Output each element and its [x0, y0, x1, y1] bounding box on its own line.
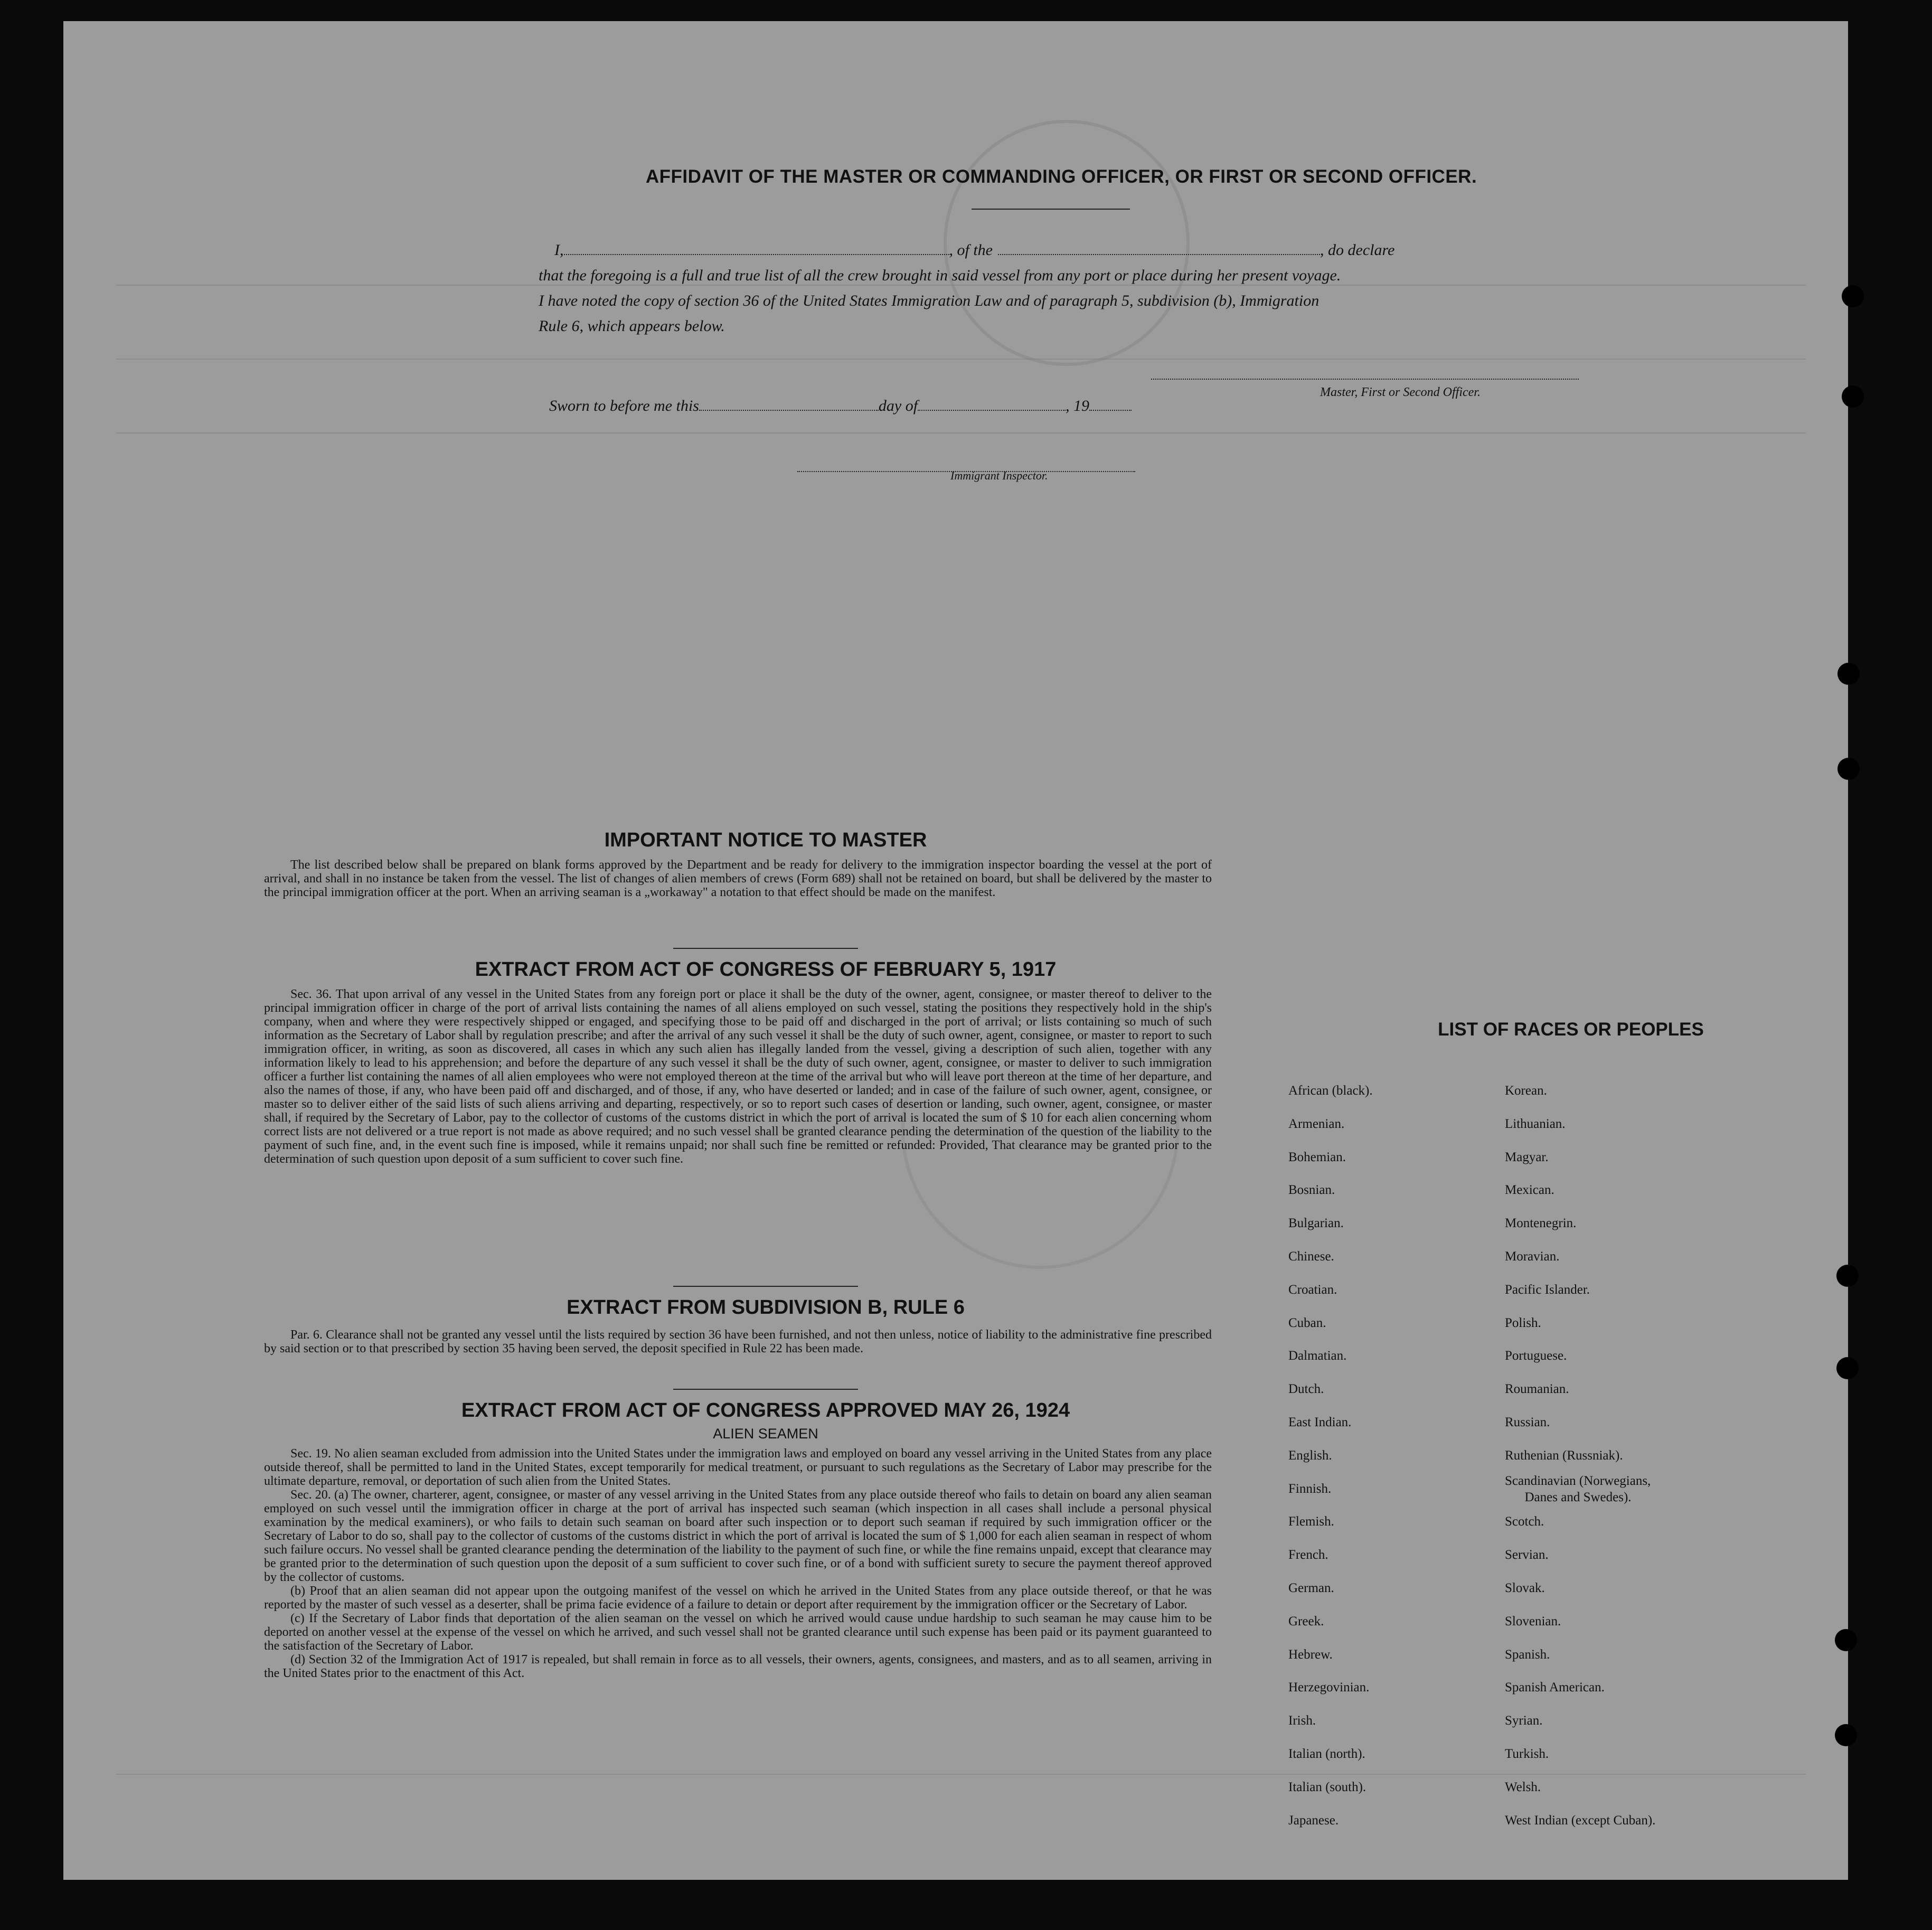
- sworn-label: Sworn to before me this: [549, 397, 699, 415]
- extract-1917-title: EXTRACT FROM ACT OF CONGRESS OF FEBRUARY 5, 1917: [475, 958, 1057, 981]
- race-item-right: Portuguese.: [1505, 1349, 1567, 1363]
- race-item-left: Dalmatian.: [1288, 1349, 1347, 1363]
- divider: [972, 209, 1130, 210]
- race-item-left: Bulgarian.: [1288, 1216, 1344, 1231]
- extract-1917-text: Sec. 36. That upon arrival of any vessel in the United States from any foreign port or place it shall be the duty of the owner, agent, consignee, or master thereof to deliver to the principal immigration officer in charge of the port of arrival lists containing the names of all aliens employed on such vessel, stating the positions they respectively hold in the ship's company, when and where they were respectively shipped or engaged, and specifying those to be paid off and discharged in the port of arrival; or lists containing so much of such information as the Secretary of Labor shall by regulation prescribe; and after the arrival of any such vessel it shall be the duty of such owner, agent, consignee, or master to report to such immigration officer, in writing, as soon as discovered, all cases in which any such alien has illegally landed from the vessel, giving a description of such alien, together with any information likely to lead to his apprehension; and before the departure of any such vessel it shall be the duty of such owner, agent, consignee, or master to deliver to such immigration officer a further list containing the names of all alien employees who were not employed thereon at the time of the arrival but who will leave port thereon at the time of her departure, and also the names of those, if any, who have been paid off and discharged, and of those, if any, who have deserted or landed; and in case of the failure of such owner, agent, consignee, or master so to deliver either of the said lists of such aliens arriving and departing, respectively, or so to report such cases of desertion or landing, such owner, agent, consignee, or master shall, if required by the Secretary of Labor, pay to the collector of customs of the customs district in which the port of arrival is located the sum of $ 10 for each alien concerning whom correct lists are not delivered or a true report is not made as above required; and no such vessel shall be granted clearance pending the determination of the question of the liability to the payment of such fine, and, in the event such fine is imposed, while it remains unpaid; nor shall such fine be remitted or refunded: Provided, That clearance may be granted prior to the determination of such question upon deposit of a sum sufficient to cover such fine.: [264, 987, 1212, 1166]
- race-item-left: Irish.: [1288, 1714, 1316, 1728]
- sworn-month-blank[interactable]: [918, 398, 1066, 411]
- race-item-right: Servian.: [1505, 1548, 1549, 1562]
- race-item-left: Flemish.: [1288, 1514, 1334, 1529]
- extract-1924-text: Sec. 19. No alien seaman excluded from admission into the United States under the immigration laws and employed on board any vessel arriving in the United States from any place outside thereof, shall be permitted to land in the United States, except temporarily for medical treatment, or pursuant to such regulations as the Secretary of Labor may prescribe for the ultimate departure, removal, or deportation of such alien from the United States. Sec. 20. (a) The owner, charterer, agent, consignee, or master of any vessel arriving in the United States from any place outside thereof who fails to detain on board any alien seaman employed on such vessel until the immigration officer in charge at the port of arrival has inspected such seaman (which inspection in all cases shall include a personal physical examination by the medical examiners), or who fails to detain such seaman on board after such inspection or to deport such seaman if required by such immigration officer or the Secretary of Labor to do so, shall pay to the collector of customs of the customs district in which the port of arrival is located the sum of $ 1,000 for each alien seaman in respect of whom such failure occurs. No vessel shall be granted clearance pending the determination of the liability to the payment of such fine, or while the fine remains unpaid, except that clearance may be granted prior to the determination of such question upon the deposit of a sum sufficient to cover such fine, or of a bond with sufficient surety to secure the payment thereof approved by the collector of customs. (b) Proof that an alien seaman did not appear upon the outgoing manifest of the vessel on which he arrived in the United States from any place outside thereof, or that he was reported by the master of such vessel as a deserter, shall be prima facie evidence of a failure to detain or deport after requirement by the immigration officer or the Secretary of Labor. (c) If the Secretary of Labor finds that deportation of the alien seaman on the vessel on which he arrived would cause undue hardship to such seaman he may cause him to be deported on another vessel at the expense of the vessel on which he arrived, and such vessel shall not be granted clearance until such expense has been paid or its payment guaranteed to the satisfaction of the Secretary of Labor. (d) Section 32 of the Immigration Act of 1917 is repealed, but shall remain in force as to all vessels, their owners, agents, consignees, and masters, and as to all seamen, arriving in the United States prior to the enactment of this Act.: [264, 1447, 1212, 1680]
- race-item-left: Italian (south).: [1288, 1780, 1366, 1794]
- race-item-left: English.: [1288, 1448, 1332, 1463]
- notice-title: IMPORTANT NOTICE TO MASTER: [604, 829, 927, 851]
- race-item-left: East Indian.: [1288, 1415, 1352, 1429]
- race-item-right: Spanish American.: [1505, 1680, 1605, 1695]
- race-item-left: Bosnian.: [1288, 1183, 1335, 1198]
- extract-1924-title: EXTRACT FROM ACT OF CONGRESS APPROVED MAY 26, 1924: [461, 1399, 1070, 1421]
- race-item-right: Scotch.: [1505, 1514, 1544, 1529]
- race-item-left: Italian (north).: [1288, 1746, 1365, 1761]
- name-blank-field[interactable]: [564, 242, 949, 255]
- punch-hole-icon: [1835, 1629, 1857, 1651]
- race-item-left: Cuban.: [1288, 1315, 1326, 1330]
- race-item-right: Korean.: [1505, 1084, 1547, 1098]
- manifest-sheet: [63, 21, 1848, 1880]
- race-item-left: French.: [1288, 1548, 1328, 1562]
- race-item-left: African (black).: [1288, 1084, 1373, 1098]
- race-item-right: Moravian.: [1505, 1249, 1560, 1264]
- punch-hole-icon: [1842, 285, 1864, 307]
- race-item-right: Roumanian.: [1505, 1382, 1569, 1397]
- race-item-right: Turkish.: [1505, 1746, 1549, 1761]
- race-item-left: German.: [1288, 1580, 1334, 1595]
- affidavit-of-the-label: , of the: [949, 241, 993, 259]
- race-item-right: Magyar.: [1505, 1150, 1549, 1164]
- race-item-right: Russian.: [1505, 1415, 1550, 1429]
- divider: [673, 1286, 858, 1287]
- master-signature-blank[interactable]: [1151, 367, 1579, 380]
- race-item-right: Ruthenian (Russniak).: [1505, 1448, 1623, 1463]
- race-item-right: Syrian.: [1505, 1714, 1543, 1728]
- affidavit-line-3: I have noted the copy of section 36 of the United States Immigration Law and of paragraph 5, subdivision (b), Immigration: [539, 292, 1320, 309]
- race-item-right: Montenegrin.: [1505, 1216, 1577, 1231]
- divider: [673, 1389, 858, 1390]
- race-item-right: Mexican.: [1505, 1183, 1554, 1198]
- race-item-left: Croatian.: [1288, 1282, 1337, 1297]
- race-item-right: Spanish.: [1505, 1647, 1550, 1662]
- sworn-day-blank[interactable]: [699, 398, 879, 411]
- race-item-right: Pacific Islander.: [1505, 1282, 1590, 1297]
- race-item-right: Welsh.: [1505, 1780, 1541, 1794]
- affidavit-line-2: that the foregoing is a full and true list of all the crew brought in said vessel from any port or place during her present voyage.: [539, 267, 1341, 284]
- race-item-left: Finnish.: [1288, 1481, 1332, 1496]
- race-item-left: Greek.: [1288, 1614, 1324, 1628]
- race-item-left: Chinese.: [1288, 1249, 1334, 1264]
- year-label: , 19: [1066, 397, 1090, 415]
- race-item-left: Dutch.: [1288, 1382, 1324, 1397]
- race-item-right: Slovenian.: [1505, 1614, 1561, 1628]
- master-signature-label: Master, First or Second Officer.: [1320, 385, 1481, 399]
- punch-hole-icon: [1836, 1265, 1859, 1287]
- punch-hole-icon: [1837, 758, 1860, 780]
- notice-text: The list described below shall be prepared on blank forms approved by the Department and be ready for delivery to the immigration inspector boarding the vessel at the port of arrival, and shall in no instance be taken from the vessel. The list of changes of alien members of crews (Form 689) shall not be retained on board, but shall be delivered by the master to the principal immigration officer at the port. When an arriving seaman is a „workaway" a notation to that effect should be made on the manifest.: [264, 858, 1212, 899]
- race-item-right: Polish.: [1505, 1315, 1541, 1330]
- extract-1924-subtitle: ALIEN SEAMEN: [713, 1426, 818, 1442]
- race-item-right: Lithuanian.: [1505, 1116, 1566, 1131]
- race-item-left: Japanese.: [1288, 1813, 1339, 1828]
- race-item-right: Scandinavian (Norwegians, Danes and Swedes).: [1505, 1473, 1651, 1504]
- affidavit-i-label: I,: [554, 241, 564, 259]
- affidavit-declare-label: , do declare: [1320, 241, 1395, 259]
- rule6-title: EXTRACT FROM SUBDIVISION B, RULE 6: [567, 1296, 965, 1319]
- sworn-line: [549, 393, 1288, 419]
- race-item-right: Slovak.: [1505, 1580, 1545, 1595]
- punch-hole-icon: [1836, 1357, 1859, 1379]
- sworn-year-blank[interactable]: [1089, 398, 1132, 411]
- affidavit-body: [539, 238, 1581, 339]
- punch-hole-icon: [1835, 1724, 1857, 1746]
- affidavit-line-4: Rule 6, which appears below.: [539, 317, 725, 335]
- affidavit-title: AFFIDAVIT OF THE MASTER OR COMMANDING OFFICER, OR FIRST OR SECOND OFFICER.: [645, 166, 1477, 187]
- vessel-blank-field[interactable]: [998, 242, 1320, 255]
- rule6-text: Par. 6. Clearance shall not be granted any vessel until the lists required by section 36 have been furnished, and not then unless, notice of liability to the administrative fine prescribed by said section or to that prescribed by section 35 having been served, the deposit specified in Rule 22 has been made.: [264, 1328, 1212, 1355]
- punch-hole-icon: [1837, 663, 1860, 685]
- races-left-column: [1288, 1075, 1373, 1837]
- race-item-left: Armenian.: [1288, 1116, 1345, 1131]
- inspector-signature-label: Immigrant Inspector.: [950, 469, 1048, 482]
- divider: [673, 948, 858, 949]
- race-item-left: Hebrew.: [1288, 1647, 1333, 1662]
- race-item-left: Herzegovinian.: [1288, 1680, 1370, 1695]
- races-right-column: [1505, 1075, 1655, 1837]
- races-title: LIST OF RACES OR PEOPLES: [1438, 1019, 1704, 1040]
- race-item-left: Bohemian.: [1288, 1150, 1346, 1164]
- race-item-right: West Indian (except Cuban).: [1505, 1813, 1656, 1828]
- punch-hole-icon: [1842, 385, 1864, 408]
- day-of-label: day of: [878, 397, 918, 415]
